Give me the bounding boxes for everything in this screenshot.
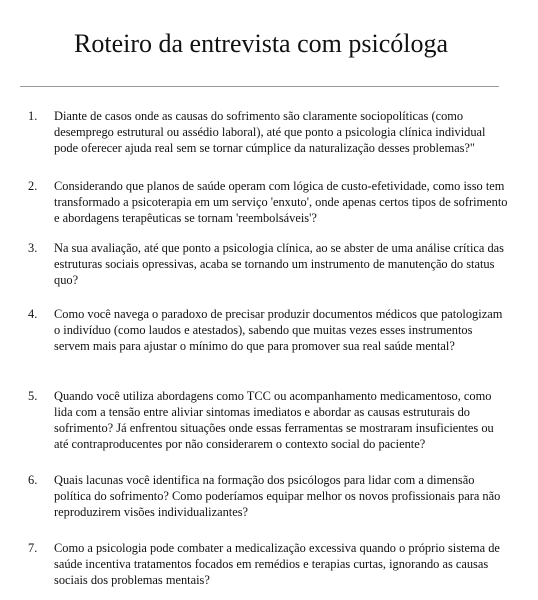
question-item bbox=[28, 540, 508, 588]
question-text: Como você navega o paradoxo de precisar produzir documentos médicos que patologizam o indivíduo (como laudos e atestados), sabendo que muitas vezes esses instrumentos servem mais para ajustar o mínimo do que para promover sua real saúde mental? bbox=[54, 307, 503, 353]
question-number: 5. bbox=[28, 389, 38, 403]
question-item bbox=[28, 472, 508, 520]
question-item bbox=[28, 306, 508, 354]
question-text: Considerando que planos de saúde operam com lógica de custo-efetividade, como isso tem transformado a psicoterapia em um serviço 'enxuto', onde apenas certos tipos de sofrimento e abordagens terapêuticas se tornam 'reembolsáveis'? bbox=[54, 179, 508, 225]
question-number: 2. bbox=[28, 179, 38, 193]
title-divider bbox=[20, 86, 499, 87]
question-number: 4. bbox=[28, 307, 38, 321]
question-number: 7. bbox=[28, 541, 38, 555]
question-text: Como a psicologia pode combater a medicalização excessiva quando o próprio sistema de saúde incentiva tratamentos focados em remédios e terapias curtas, ignorando as causas sociais dos problemas mentais? bbox=[54, 541, 500, 587]
question-text: Quando você utiliza abordagens como TCC ou acompanhamento medicamentoso, como lida com a tensão entre aliviar sintomas imediatos e abordar as causas estruturais do sofrimento? Já enfrentou situações onde essas ferramentas se mostraram insuficientes ou até contraproducentes por não considerarem o contexto social do paciente? bbox=[54, 389, 494, 451]
page-title: Roteiro da entrevista com psicóloga bbox=[74, 29, 449, 58]
question-item bbox=[28, 178, 508, 226]
question-text: Na sua avaliação, até que ponto a psicologia clínica, ao se abster de uma análise crítica das estruturas sociais opressivas, acaba se tornando um instrumento de manutenção do status quo? bbox=[54, 241, 505, 287]
question-item bbox=[28, 388, 508, 452]
question-text: Diante de casos onde as causas do sofrimento são claramente sociopolíticas (como desemprego estrutural ou assédio laboral), até que ponto a psicologia clínica individual pode oferecer ajuda real sem se tornar cúmplice da naturalização desses problemas?" bbox=[54, 109, 486, 155]
question-number: 3. bbox=[28, 241, 38, 255]
question-number: 6. bbox=[28, 473, 38, 487]
question-text: Quais lacunas você identifica na formação dos psicólogos para lidar com a dimensão política do sofrimento? Como poderíamos equipar melhor os novos profissionais para não reproduzirem visões individualizantes? bbox=[54, 473, 501, 519]
question-number: 1. bbox=[28, 109, 38, 123]
question-item bbox=[28, 108, 508, 156]
question-item bbox=[28, 240, 508, 288]
